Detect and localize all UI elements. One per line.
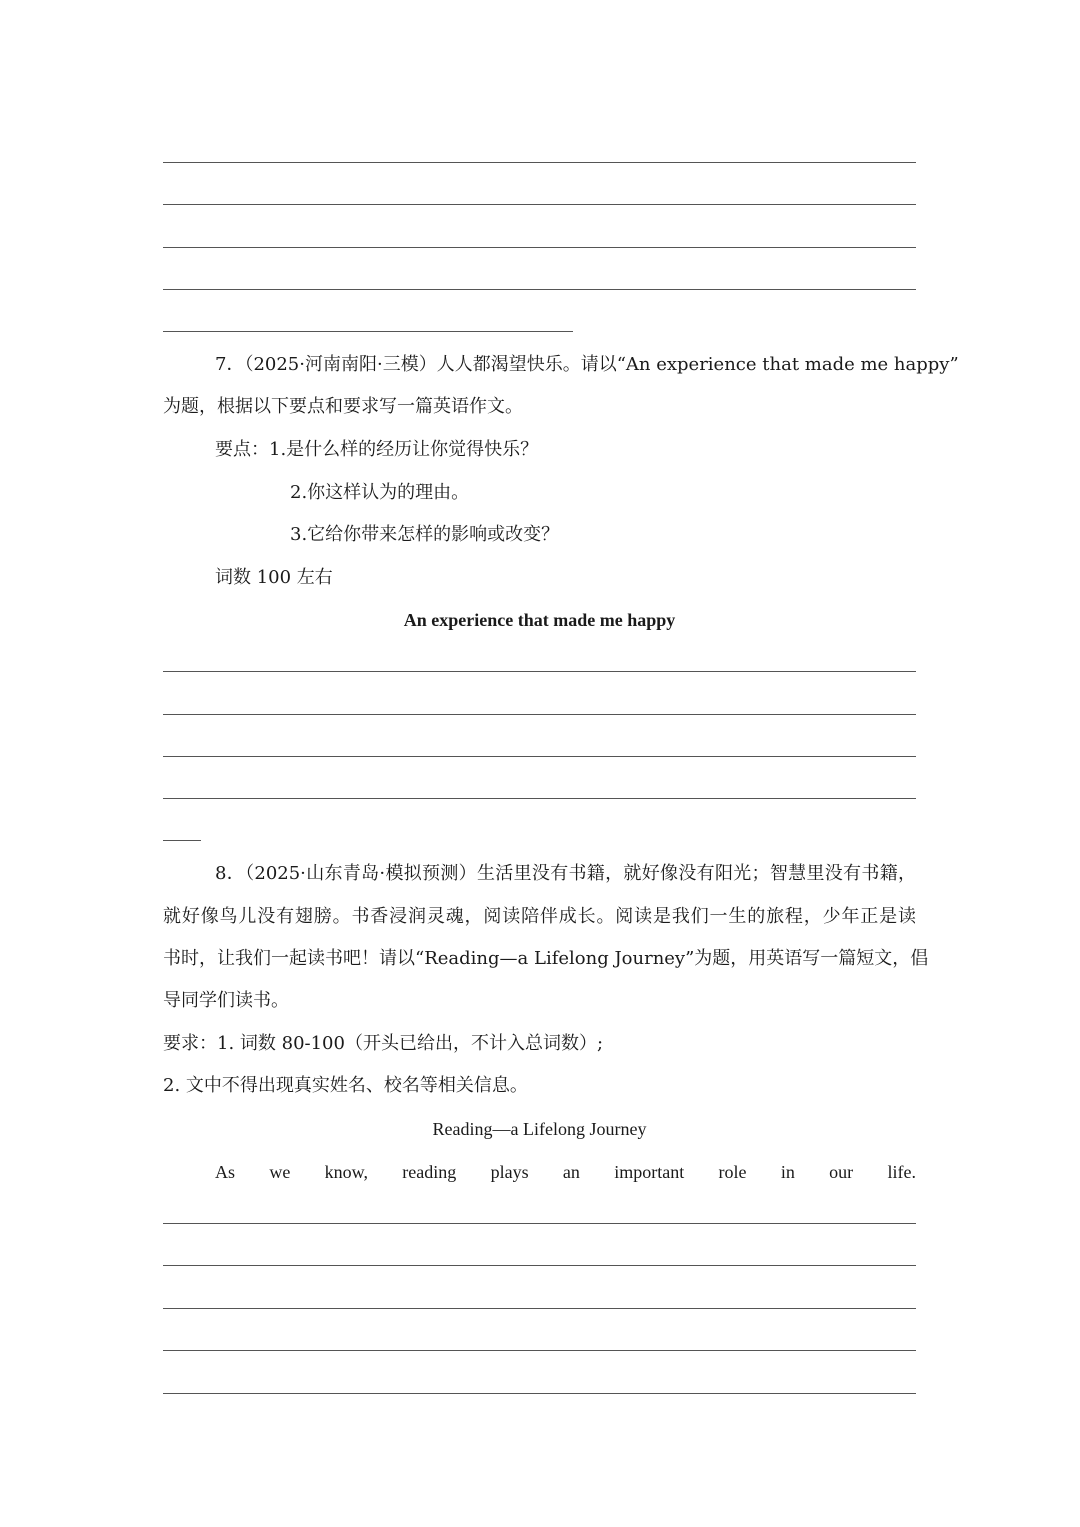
answer-line [163, 1265, 916, 1266]
answer-line [163, 671, 916, 672]
answer-line [163, 1223, 916, 1224]
opening-word: reading [402, 1162, 457, 1182]
opening-word: know, [324, 1162, 368, 1182]
answer-line [163, 1350, 916, 1351]
opening-word: an [562, 1162, 580, 1182]
q8-prompt-line-3: 书时，让我们一起读书吧！请以“Reading—a Lifelong Journey”为题，用英语写一篇短文，倡 [163, 948, 929, 969]
q8-requirement-1: 要求：1. 词数 80-100（开头已给出，不计入总词数）; [163, 1033, 604, 1054]
q7-prompt-line-2: 为题，根据以下要点和要求写一篇英语作文。 [163, 396, 523, 417]
opening-word: role [718, 1162, 747, 1182]
q8-prompt-line-4: 导同学们读书。 [163, 990, 289, 1011]
answer-line [163, 1393, 916, 1394]
q8-prompt-line-1: 8．（2025·山东青岛·模拟预测）生活里没有书籍，就好像没有阳光；智慧里没有书籍， [215, 863, 916, 884]
answer-line [163, 204, 916, 205]
q8-prompt-line-2: 就好像鸟儿没有翅膀。书香浸润灵魂，阅读陪伴成长。阅读是我们一生的旅程，少年正是读 [163, 906, 916, 927]
opening-word: plays [490, 1162, 529, 1182]
q8-requirement-2: 2. 文中不得出现真实姓名、校名等相关信息。 [163, 1075, 528, 1096]
q7-word-count: 词数 100 左右 [215, 567, 333, 588]
q7-prompt-line-1: 7．（2025·河南南阳·三模）人人都渴望快乐。请以“An experience that made me happy” [215, 354, 959, 375]
answer-line [163, 714, 916, 715]
opening-word: our [829, 1162, 854, 1182]
q7-point-3: 3.它给你带来怎样的影响或改变？ [290, 524, 560, 545]
q7-essay-title: An experience that made me happy [403, 610, 676, 630]
answer-line [163, 162, 916, 163]
opening-word: in [780, 1162, 795, 1182]
q7-point-2: 2.你这样认为的理由。 [290, 482, 470, 503]
answer-line [163, 840, 201, 841]
opening-word: we [269, 1162, 291, 1182]
answer-line [163, 289, 916, 290]
q8-essay-title: Reading—a Lifelong Journey [432, 1119, 647, 1139]
answer-line [163, 247, 916, 248]
opening-word: life. [887, 1162, 916, 1182]
answer-line [163, 331, 573, 332]
q7-point-1: 要点：1.是什么样的经历让你觉得快乐？ [215, 439, 539, 460]
q8-essay-opening [215, 1160, 916, 1184]
opening-word: important [614, 1162, 685, 1182]
answer-line [163, 756, 916, 757]
answer-line [163, 1308, 916, 1309]
answer-line [163, 798, 916, 799]
opening-word: As [215, 1162, 236, 1182]
